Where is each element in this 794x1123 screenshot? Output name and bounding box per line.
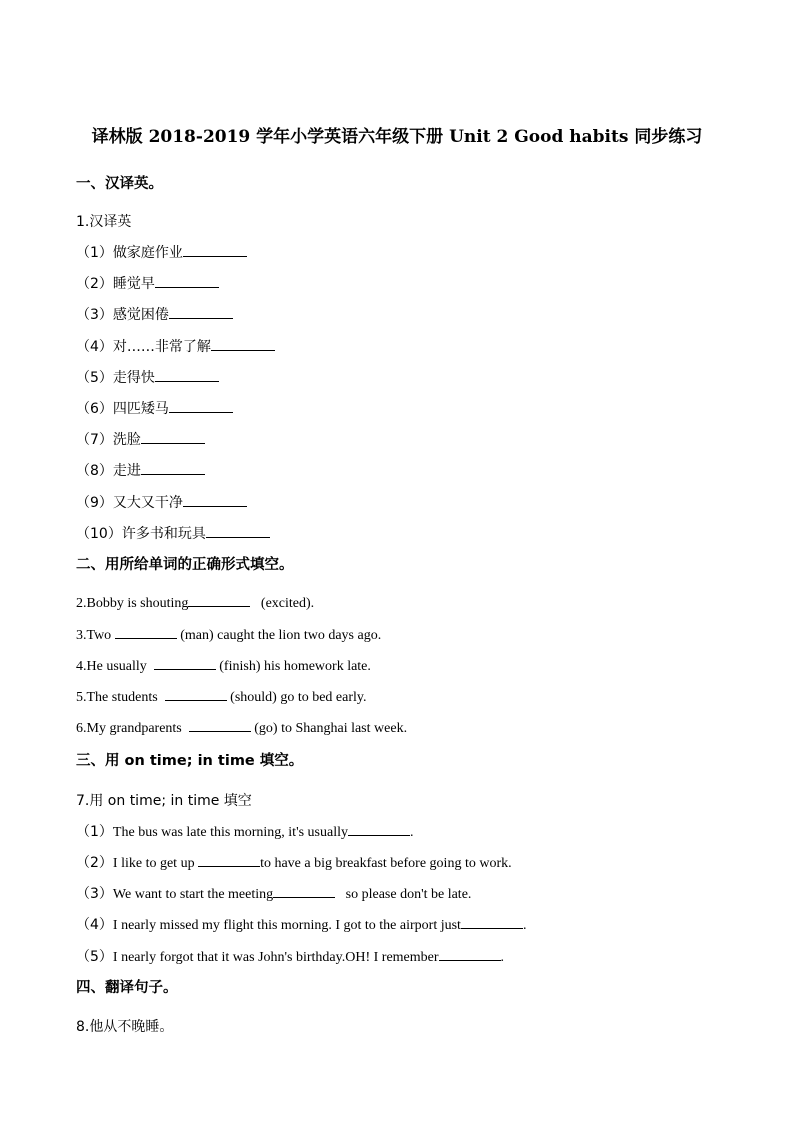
question-7-item: （2）I like to get up to have a big breakfast before going to work. [76,855,512,871]
section-heading-1: 一、汉译英。 [76,176,163,192]
section-heading-2: 二、用所给单词的正确形式填空。 [76,557,294,573]
question-1-item: （4）对……非常了解 [76,336,275,356]
question-1-item: （7）洗脸 [76,429,205,449]
question-1-item: （6）四匹矮马 [76,398,233,418]
question-7-item: （4）I nearly missed my flight this morning. I got to the airport just . [76,917,527,933]
question-7-item: （5）I nearly forgot that it was John's birthday.OH! I remember . [76,949,505,965]
question-7-item: （1）The bus was late this morning, it's usually . [76,824,414,840]
question-7-heading: 7.用 on time; in time 填空 [76,793,252,809]
question-1-heading: 1.汉译英 [76,214,132,230]
section-heading-4: 四、翻译句子。 [76,980,178,996]
question-1-item: （3）感觉困倦 [76,304,233,324]
question-2: 2.Bobby is shouting (excited). [76,596,315,611]
question-3: 3.Two (man) caught the lion two days ago. [76,628,382,643]
question-1-item: （8）走进 [76,460,205,480]
question-1-item: （2）睡觉早 [76,273,219,293]
question-5: 5.The students (should) go to bed early. [76,690,367,705]
question-4: 4.He usually (finish) his homework late. [76,659,371,674]
question-1-item: （10）许多书和玩具 [76,523,270,543]
question-8: 8.他从不晚睡。 [76,1019,174,1035]
question-1-item: （5）走得快 [76,367,219,387]
question-6: 6.My grandparents (go) to Shanghai last week. [76,721,408,736]
page-title: 译林版 2018-2019 学年小学英语六年级下册 Unit 2 Good habits 同步练习 [91,127,703,147]
section-heading-3: 三、用 on time; in time 填空。 [76,753,304,769]
question-7-item: （3）We want to start the meeting so please don't be late. [76,886,472,902]
question-1-item: （9）又大又干净 [76,492,247,512]
question-1-item: （1）做家庭作业 [76,242,247,262]
